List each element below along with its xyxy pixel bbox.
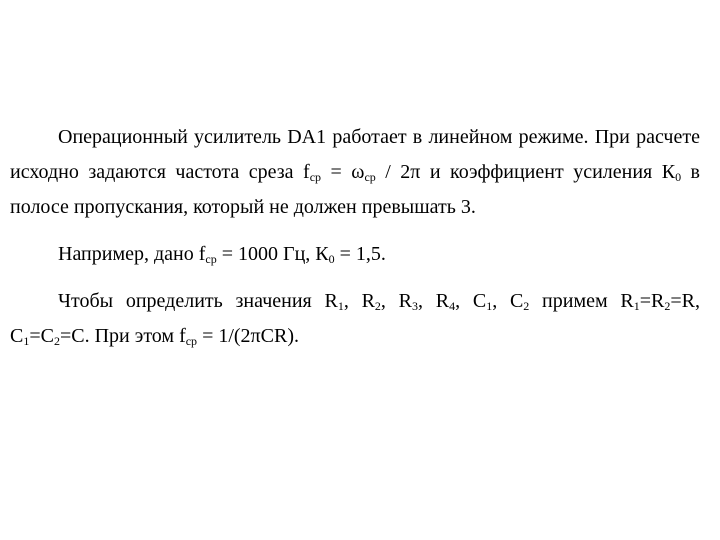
text-run: Например, дано f [58,243,206,265]
text-run: , C [455,290,487,312]
subscript: 2 [664,299,671,313]
text-run: = 1,5. [334,243,386,265]
subscript: 1 [23,334,30,348]
text-run: = 1000 Гц, К [216,243,329,265]
paragraph-example [10,237,700,272]
subscript: 2 [374,299,381,313]
text-run: Операционный усилитель DA1 работает в линейном режиме. При расчете исходно задаются частота среза f [10,126,700,183]
text-run: , R [418,290,450,312]
text-run: Чтобы определить значения R [58,290,338,312]
subscript: 1 [337,299,344,313]
subscript: 4 [449,299,456,313]
paragraph-component-values [10,284,700,354]
text-run: = ω [321,161,365,183]
subscript: 2 [523,299,530,313]
subscript: ср [205,252,217,266]
text-run: =R [639,290,665,312]
text-run: =C. При этом f [59,325,186,347]
text-run: , R [380,290,413,312]
text-run: / 2π и коэффициент усиления К [375,161,676,183]
subscript: 0 [675,170,682,184]
text-run: примем R [529,290,634,312]
subscript: 0 [328,252,335,266]
text-run: =R, C [10,290,700,347]
text-run: =C [29,325,54,347]
subscript: ср [185,334,198,348]
text-run: в полосе пропускания, который не должен превышать 3. [10,161,700,218]
subscript: 1 [633,299,640,313]
text-run: , R [343,290,375,312]
text-run: , C [492,290,524,312]
text-run: = 1/(2πCR). [197,325,299,347]
subscript: 2 [53,334,60,348]
subscript: ср [309,170,322,184]
subscript: 1 [486,299,493,313]
subscript: 3 [412,299,419,313]
document-body [10,120,700,354]
subscript: ср [364,170,376,184]
paragraph-opamp-description [10,120,700,225]
